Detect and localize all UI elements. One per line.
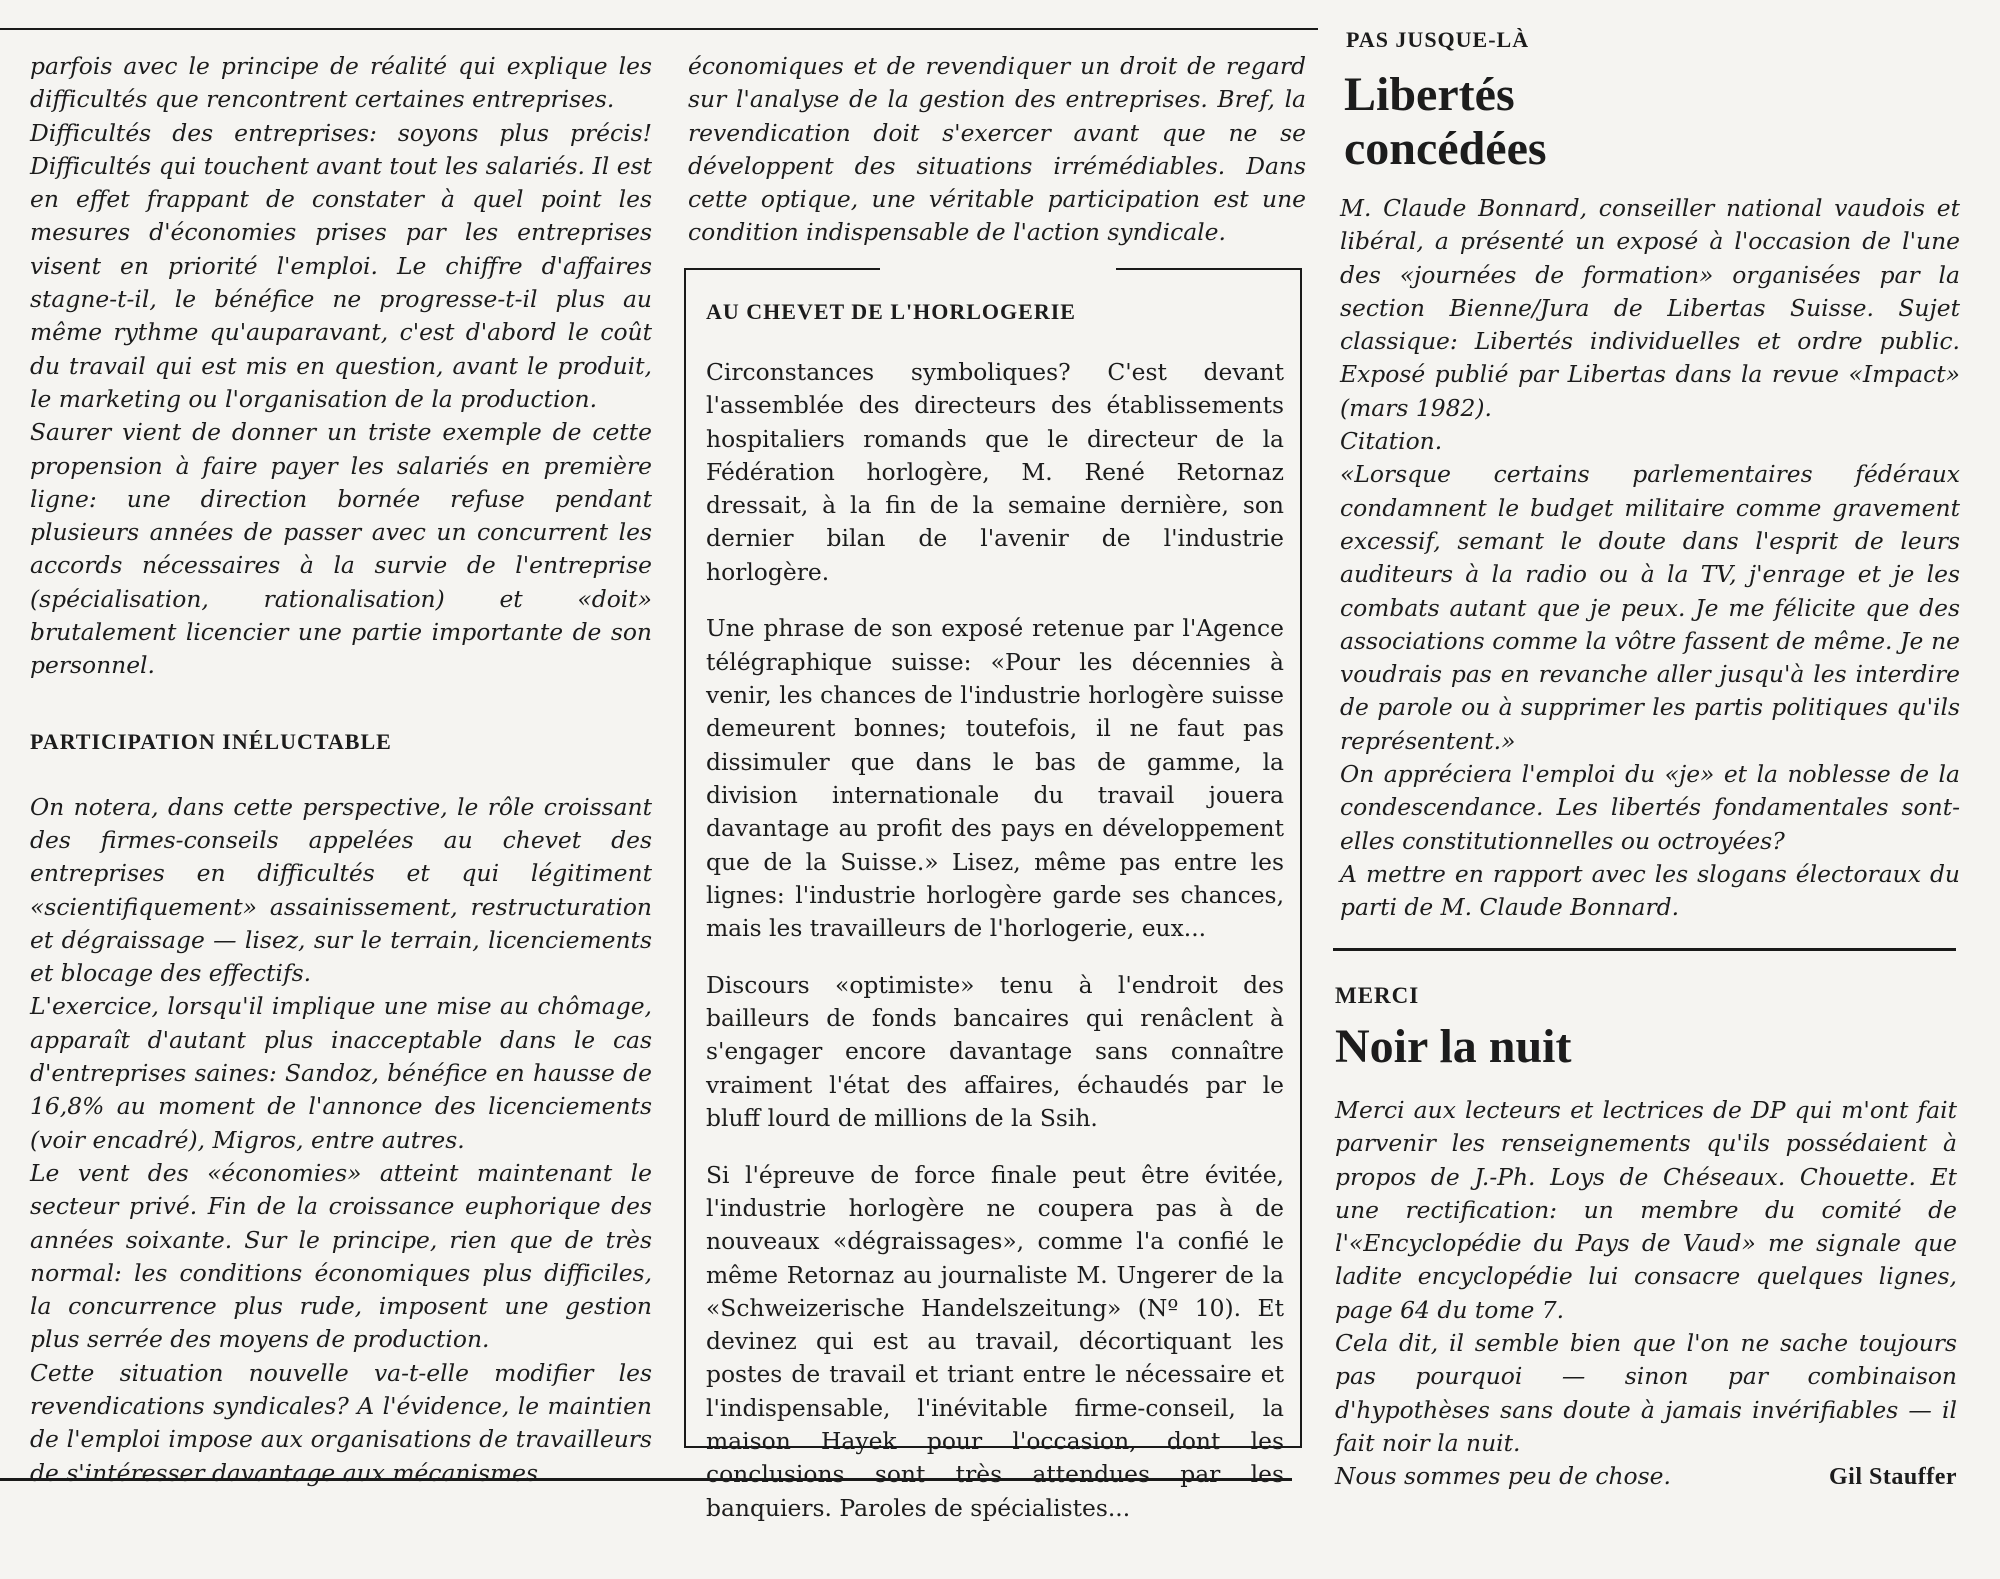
col1-paragraph-1: parfois avec le principe de réalité qui explique les difficultés que rencontrent certaines entreprises. bbox=[30, 52, 652, 114]
article-1-title-line-2: concédées bbox=[1344, 122, 1547, 175]
author-signature: Gil Stauffer bbox=[1829, 1464, 1957, 1491]
col1-paragraph-2: Difficultés des entreprises: soyons plus précis! Difficultés qui touchent avant tout les salariés. Il est en effet frappant de constater à quel point les mesures d'économies prises par les entreprises visent en priorité l'emploi. Le chiffre d'affaires stagne-t-il, le bénéfice ne progresse-t-il plus au même rythme qu'auparavant, c'est d'abord le coût du travail qui est mis en question, avant le produit, le marketing ou l'organisation de la production. bbox=[30, 118, 652, 413]
section-heading-participation: PARTICIPATION INÉLUCTABLE bbox=[30, 728, 392, 754]
article-1-paragraph-4: On appréciera l'emploi du «je» et la noblesse de la condescendance. Les libertés fondamentales sont-elles constitutionnelles ou octroyées? bbox=[1340, 760, 1960, 855]
box-paragraph-1: Circonstances symboliques? C'est devant l'assemblée des directeurs des établissements hospitaliers romands que le directeur de la Fédération horlogère, M. René Retornaz dressait, à la fin de la semaine dernière, son dernier bilan de l'avenir de l'industrie horlogère. bbox=[706, 358, 1284, 586]
article-1-title-line-1: Libertés bbox=[1344, 68, 1515, 121]
col1-paragraph-3: Saurer vient de donner un triste exemple de cette propension à faire payer les salariés en première ligne: une direction bornée refuse pendant plusieurs années de passer avec un concurrent les accords nécessaires à la survie de l'entreprise (spécialisation, rationalisation) et «doit» brutalement licencier une partie importante de son personnel. bbox=[30, 418, 652, 680]
box-heading: AU CHEVET DE L'HORLOGERIE bbox=[706, 299, 1076, 324]
article-2-paragraph-1: Merci aux lecteurs et lectrices de DP qui m'ont fait parvenir les renseignements qu'ils possédaient à propos de J.-Ph. Loys de Chéseaux. Chouette. Et une rectification: un membre du comité de l'«Encyclopédie du Pays de Vaud» me signale que ladite encyclopédie lui consacre quelques lignes, page 64 du tome 7. bbox=[1335, 1096, 1957, 1324]
col2-paragraph-1: économiques et de revendiquer un droit de regard sur l'analyse de la gestion des entreprises. Bref, la revendication doit s'exercer avant que ne se développent des situations irrémédiables. Dans cette optique, une véritable participation est une condition indispensable de l'action syndicale. bbox=[688, 52, 1306, 247]
article-2-paragraph-3: Nous sommes peu de chose. bbox=[1335, 1462, 1671, 1491]
article-1-paragraph-2: Citation. bbox=[1340, 427, 1443, 456]
column-1 bbox=[30, 50, 652, 1490]
box-paragraph-3: Discours «optimiste» tenu à l'endroit des bailleurs de fonds bancaires qui renâclent à s'engager encore davantage sans connaître vraiment l'état des affaires, échaudés par le bluff lourd de millions de la Ssih. bbox=[706, 970, 1284, 1133]
column-2 bbox=[688, 50, 1306, 250]
article-1-paragraph-1: M. Claude Bonnard, conseiller national vaudois et libéral, a présenté un exposé à l'occasion de l'une des «journées de formation» organisées par la section Bienne/Jura de Libertas Suisse. Sujet classique: Libertés individuelles et ordre public. Exposé publié par Libertas dans la revue «Impact» (mars 1982). bbox=[1340, 194, 1960, 422]
article-2-title: Noir la nuit bbox=[1335, 1020, 1572, 1073]
col1-paragraph-6: Le vent des «économies» atteint maintenant le secteur privé. Fin de la croissance euphorique des années soixante. Sur le principe, rien que de très normal: les conditions économiques plus difficiles, la concurrence plus rude, imposent une gestion plus serrée des moyens de production. bbox=[30, 1158, 652, 1354]
article-1-paragraph-5: A mettre en rapport avec les slogans électoraux du parti de M. Claude Bonnard. bbox=[1340, 859, 1960, 922]
article-2-kicker: MERCI bbox=[1335, 983, 1420, 1008]
col1-paragraph-4: On notera, dans cette perspective, le rôle croissant des firmes-conseils appelées au chevet des entreprises en difficultés et qui légitiment «scientifiquement» assainissement, restructuration et dégraissage — lisez, sur le terrain, licenciements et blocage des effectifs. bbox=[30, 792, 652, 988]
section-divider bbox=[1333, 948, 1956, 951]
top-rule bbox=[0, 28, 1318, 30]
article-2-paragraph-2: Cela dit, il semble bien que l'on ne sache toujours pas pourquoi — sinon par combinaison d'hypothèses sans doute à jamais invérifiables — il fait noir la nuit. bbox=[1335, 1329, 1957, 1457]
article-1-paragraph-3: «Lorsque certains parlementaires fédéraux condamnent le budget militaire comme gravement excessif, semant le doute dans l'esprit de leurs auditeurs à la radio ou à la TV, j'enrage et je les combats autant que je peux. Je me félicite que des associations comme la vôtre fassent de même. Je ne voudrais pas en revanche aller jusqu'à les interdire de parole ou à supprimer les partis politiques qu'ils représentent.» bbox=[1340, 460, 1960, 755]
article-noir-la-nuit bbox=[1335, 982, 1957, 1495]
article-libertes bbox=[1340, 26, 1960, 925]
col1-paragraph-7: Cette situation nouvelle va-t-elle modifier les revendications syndicales? A l'évidence, le maintien de l'emploi impose aux organisations de travailleurs de s'intéresser davantage aux mécanismes bbox=[30, 1358, 652, 1487]
article-1-kicker: PAS JUSQUE-LÀ bbox=[1346, 27, 1530, 52]
box-paragraph-4: Si l'épreuve de force finale peut être évitée, l'industrie horlogère ne coupera pas à de nouveaux «dégraissages», comme l'a confié le même Retornaz au journaliste M. Ungerer de la «Schweizerische Handelszeitung» (Nº 10). Et devinez qui est au travail, décortiquant les postes de travail et triant entre le nécessaire et l'indispensable, l'inévitable firme-conseil, la maison Hayek pour l'occasion, dont les conclusions sont très attendues par les banquiers. Paroles de spécialistes... bbox=[706, 1160, 1284, 1522]
box-paragraph-2: Une phrase de son exposé retenue par l'Agence télégraphique suisse: «Pour les décennies à venir, les chances de l'industrie horlogère suisse demeurent bonnes; toutefois, il ne faut pas dissimuler que dans le bas de gamme, la division internationale du travail jouera davantage au profit des pays en développement que de la Suisse.» Lisez, même pas entre les lignes: l'industrie horlogère garde ses chances, mais les travailleurs de l'horlogerie, eux... bbox=[706, 614, 1284, 943]
sidebar-box-horlogerie bbox=[684, 268, 1302, 1522]
col1-paragraph-5: L'exercice, lorsqu'il implique une mise au chômage, apparaît d'autant plus inacceptable dans le cas d'entreprises saines: Sandoz, bénéfice en hausse de 16,8% au moment de l'annonce des licenciements (voir encadré), Migros, entre autres. bbox=[30, 992, 652, 1154]
closing-line bbox=[1335, 1460, 1957, 1494]
